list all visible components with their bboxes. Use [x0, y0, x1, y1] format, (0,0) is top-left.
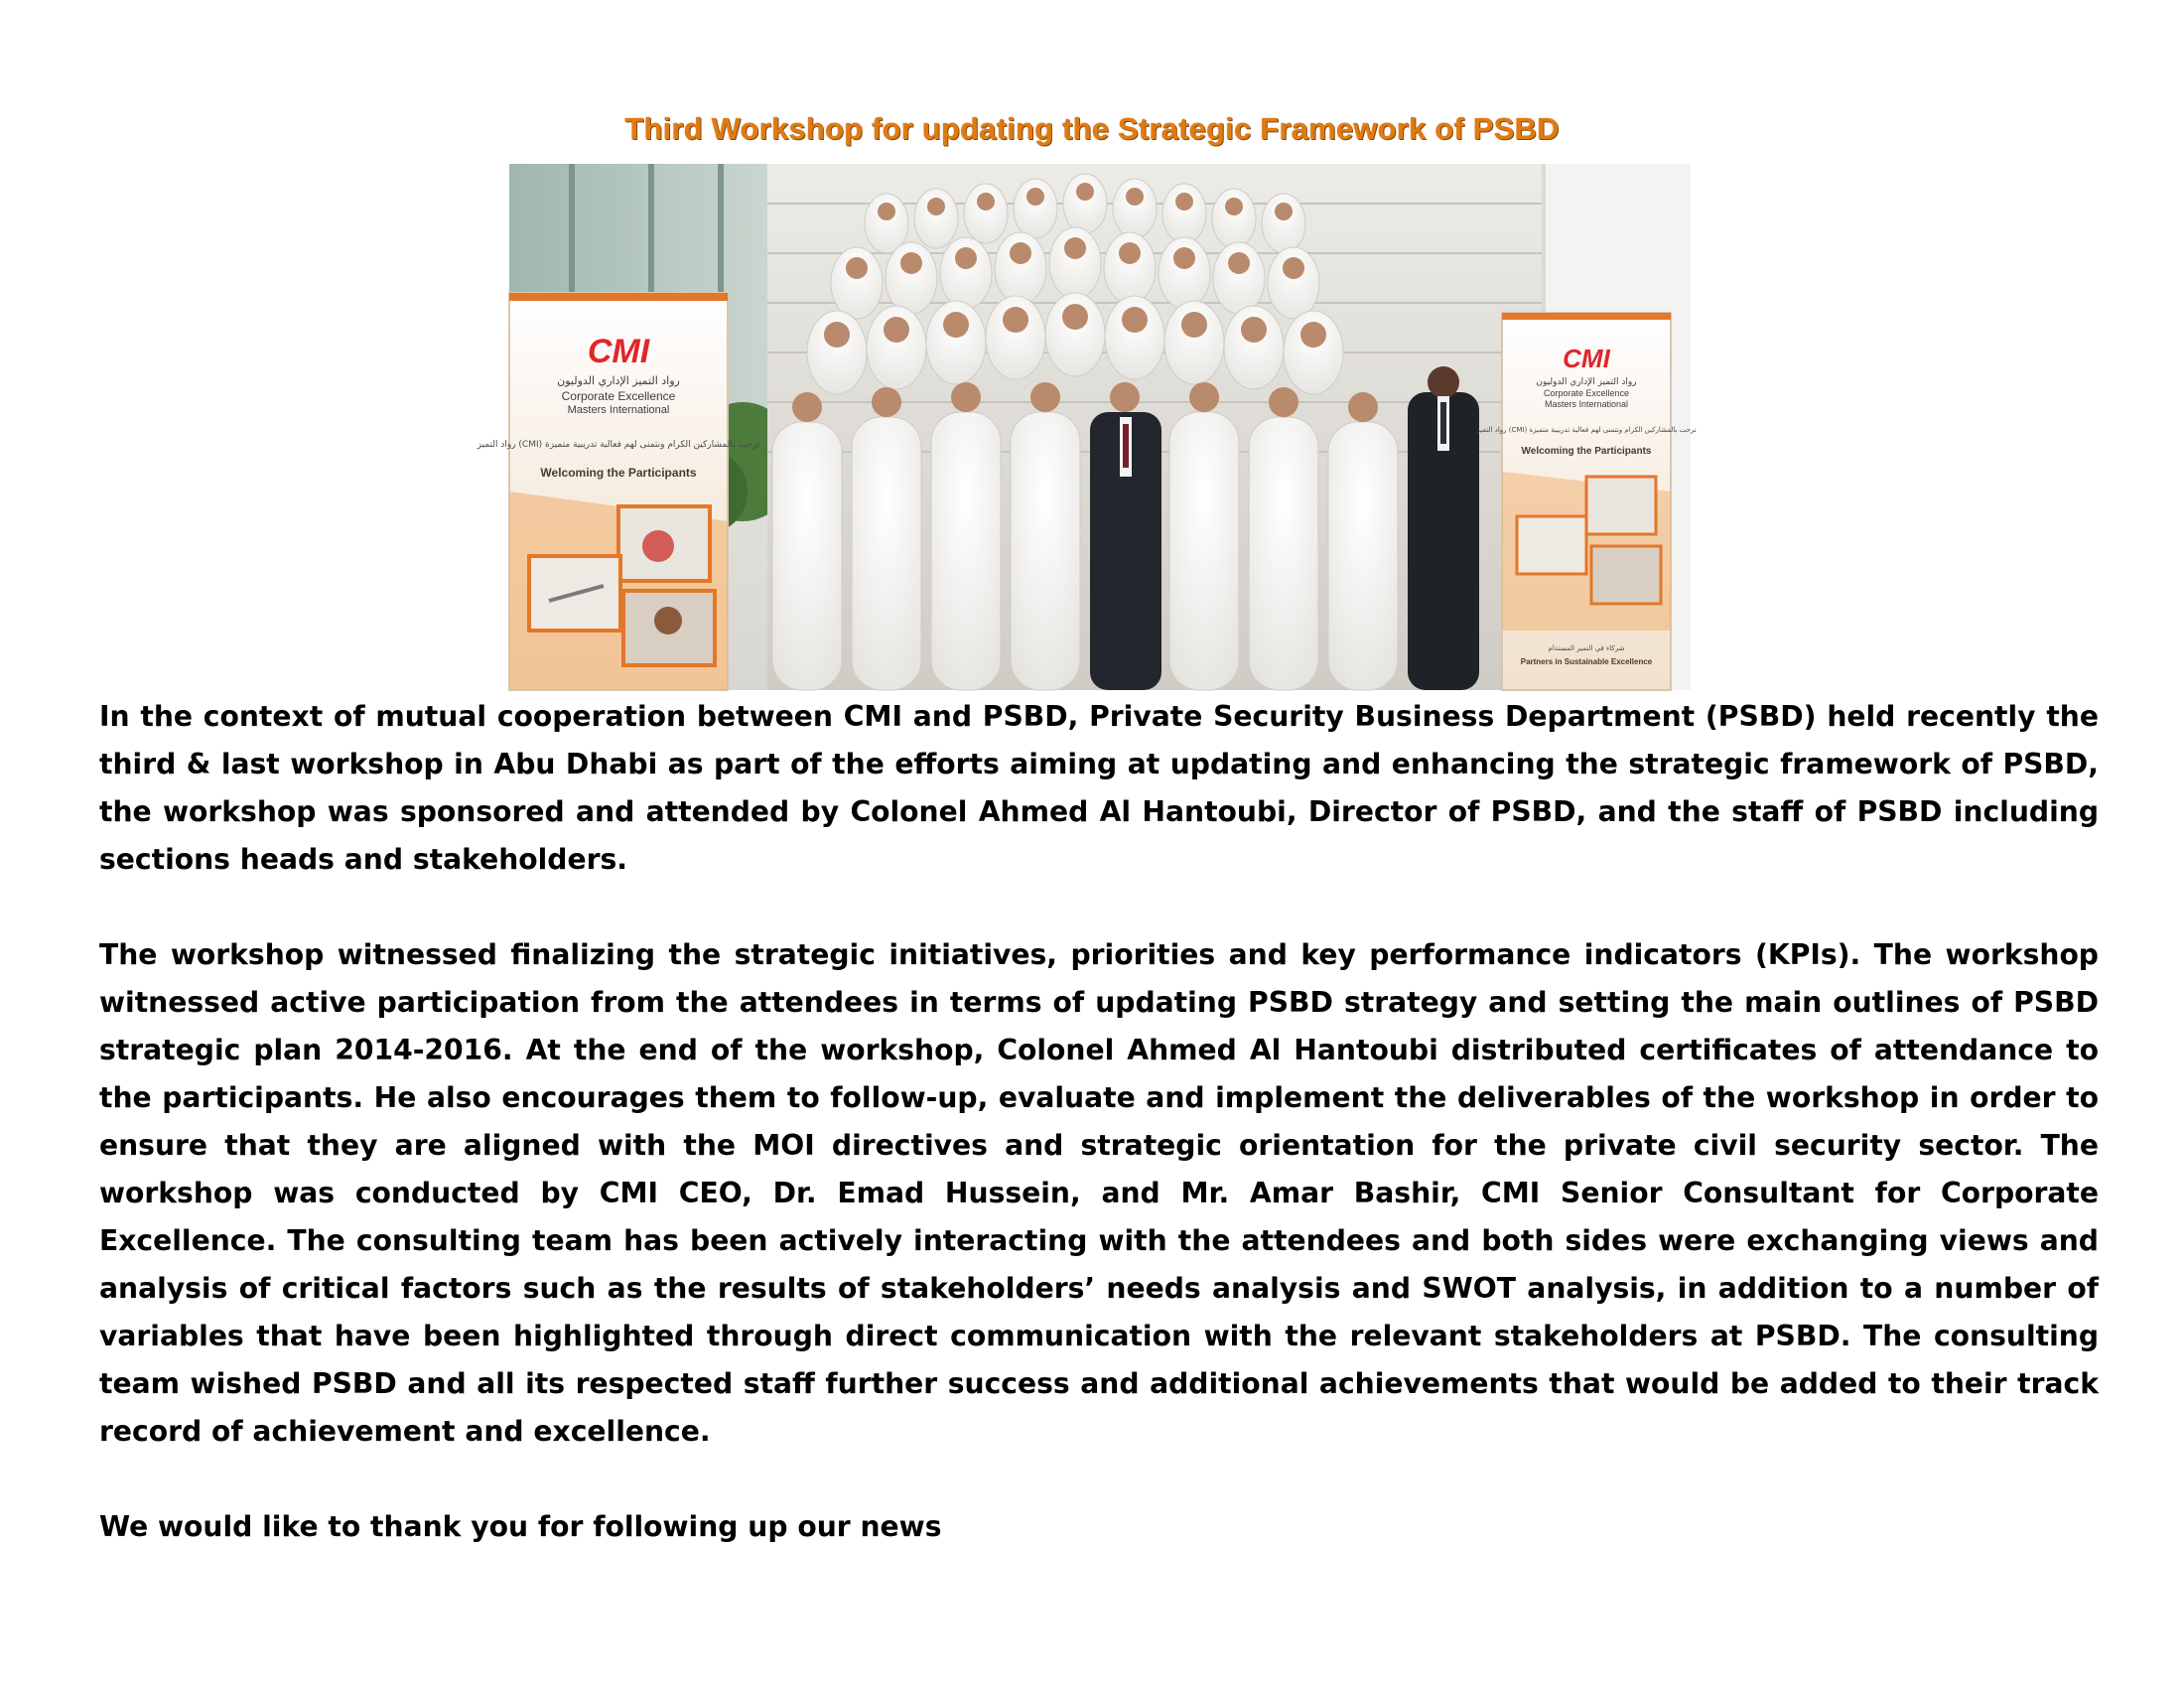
banner-right-name-line2: Masters International — [1544, 399, 1629, 409]
document-title: Third Workshop for updating the Strategic Framework of PSBD — [624, 111, 1560, 146]
banner-right-welcome: Welcoming the Participants — [1521, 446, 1652, 457]
banner-right-logo: CMI — [1563, 344, 1610, 373]
banner-right-name-line1: Corporate Excellence — [1543, 388, 1630, 398]
banner-right — [1475, 313, 1696, 690]
banner-left-name-line2: Masters International — [567, 404, 670, 416]
banner-left-name-line1: Corporate Excellence — [561, 389, 676, 403]
banner-right-arabic-welcome: رواد التميز (CMI) ترحب بالمشاركين الكرام ونتمنى لهم فعالية تدريبية متميزة — [1476, 426, 1697, 434]
paragraph-1: In the context of mutual cooperation between CMI and PSBD, Private Security Business Department (PSBD) held recently the third & last workshop in Abu Dhabi as part of the efforts aiming at updating and enhancing the strategic framework of PSBD, the workshop was sponsored and attended by Colonel Ahmed Al Hantoubi, Director of PSBD, and the staff of PSBD including sections heads and stakeholders. — [99, 700, 2099, 876]
banner-right-arabic-partners: شركاء في التميز المستدام — [1548, 644, 1625, 652]
closing-line: We would like to thank you for following up our news — [99, 1510, 942, 1543]
paragraph-2: The workshop witnessed finalizing the strategic initiatives, priorities and key performance indicators (KPIs). The workshop witnessed active participation from the attendees in terms of updating PSBD strategy and setting the main outlines of PSBD strategic plan 2014-2016. At the end of the workshop, Colonel Ahmed Al Hantoubi distributed certificates of attendance to the participants. He also encourages them to follow-up, evaluate and implement the deliverables of the workshop in order to ensure that they are aligned with the MOI directives and strategic orientation for the private civil security sector. The workshop was conducted by CMI CEO, Dr. Emad Hussein, and Mr. Amar Bashir, CMI Senior Consultant for Corporate Excellence. The consulting team has been actively interacting with the attendees and both sides were exchanging views and analysis of critical factors such as the results of stakeholders’ needs analysis and SWOT analysis, in addition to a number of variables that have been highlighted through direct communication with the relevant stakeholders at PSBD. The consulting team wished PSBD and all its respected staff further success and additional achievements that would be added to their track record of achievement and excellence. — [99, 938, 2099, 1448]
article-body — [99, 693, 2099, 1551]
banner-right-arabic-name: رواد التميز الإداري الدوليون — [1536, 377, 1637, 387]
group-photo — [477, 164, 1697, 690]
banner-left — [477, 293, 760, 690]
banner-left-welcome: Welcoming the Participants — [540, 466, 697, 480]
banner-right-partners: Partners in Sustainable Excellence — [1520, 657, 1653, 666]
banner-left-arabic-welcome: رواد التميز (CMI) ترحب بالمشاركين الكرام ونتمنى لهم فعالية تدريبية متميزة — [477, 440, 760, 450]
banner-left-arabic-name: رواد التميز الإداري الدوليون — [557, 374, 680, 387]
banner-left-logo: CMI — [587, 333, 650, 370]
